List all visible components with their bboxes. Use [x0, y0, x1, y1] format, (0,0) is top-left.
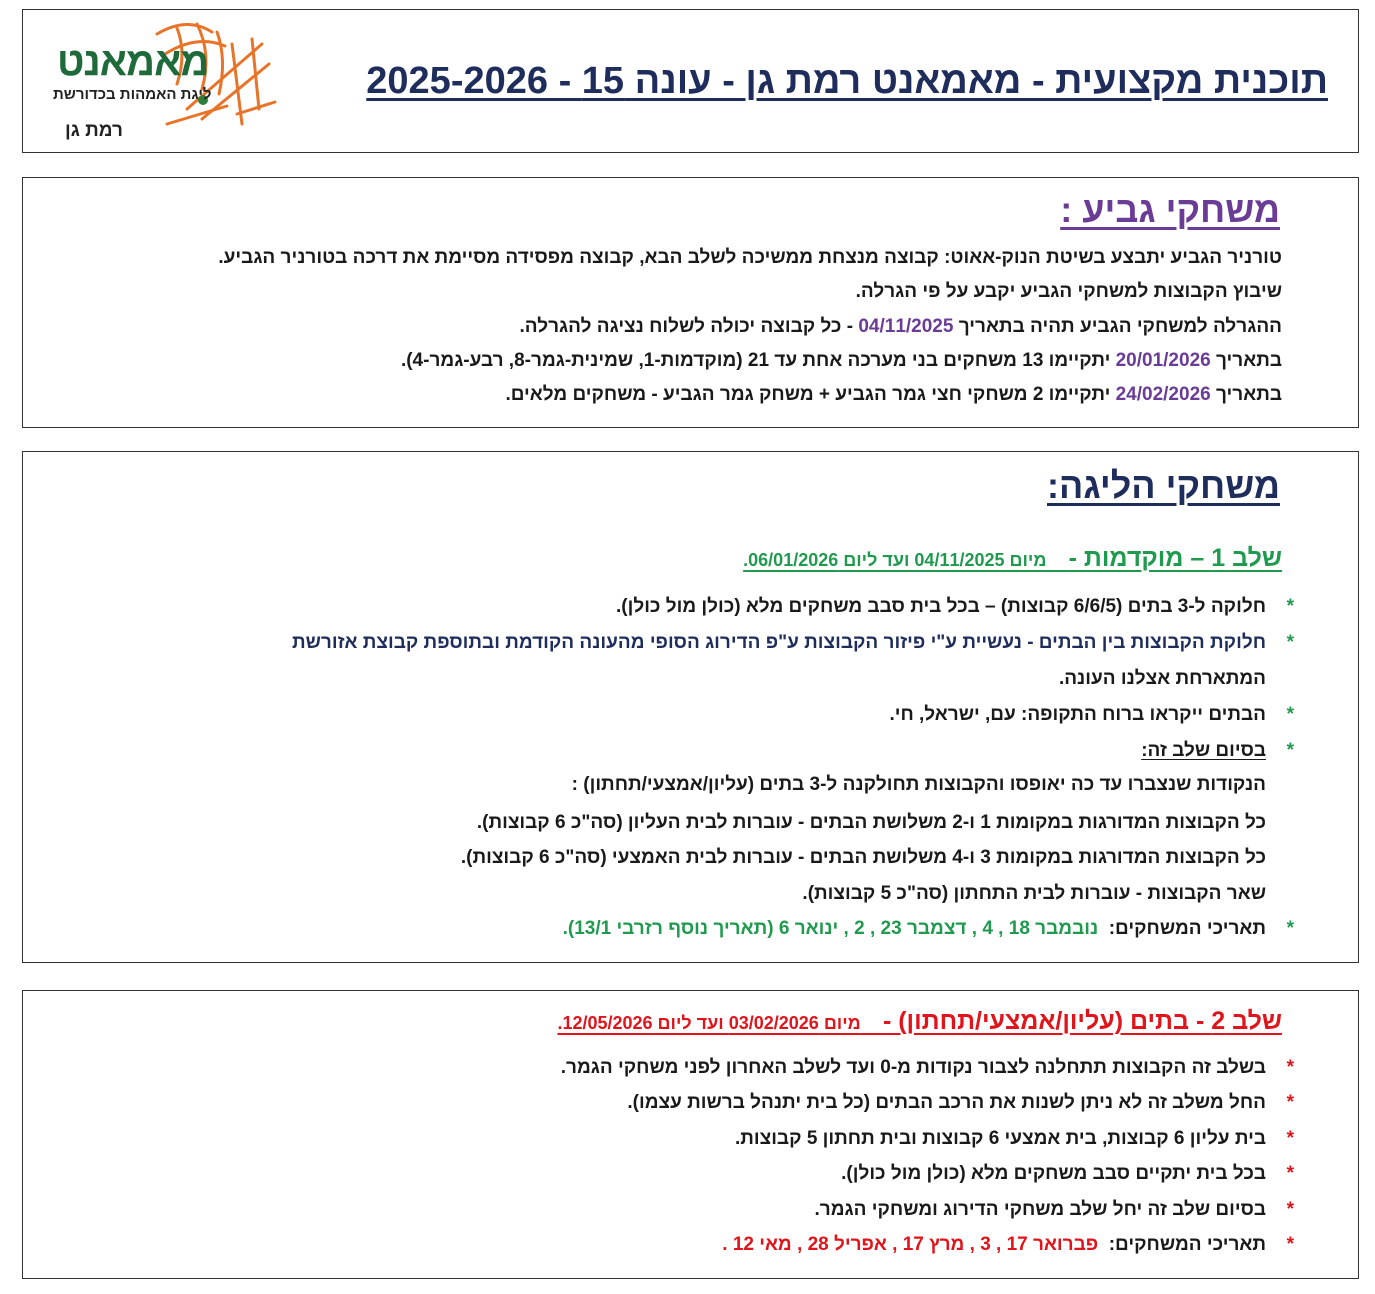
stage1-bullet-2 — [291, 632, 1294, 654]
stage2-bullet-4-text: בכל בית יתקיים סבב משחקים מלא (כולן מול כולן). — [841, 1163, 1266, 1184]
bullet-star-icon: * — [1286, 596, 1294, 617]
stage2-bullet-5-text: בסיום שלב זה יחל שלב משחקי הדירוג ומשחקי הגמר. — [814, 1199, 1266, 1220]
header-box — [22, 9, 1359, 153]
stage1-bullet-2-text: חלוקת הקבוצות בין הבתים - נעשיית ע"י פיזור הקבוצות ע"פ הדירוג הסופי מהעונה הקודמת ובתוספת קבוצת אזורשת — [291, 632, 1266, 653]
cup-line-4-pre: בתאריך — [1215, 350, 1282, 371]
stage2-title: שלב 2 - בתים (עליון/אמצעי/תחתון) - — [882, 1007, 1282, 1035]
stage1-range: מיום 04/11/2025 ועד ליום 06/01/2026. — [743, 550, 1047, 570]
stage1-bullet-2-cont-text: המתארחת אצלנו העונה. — [1058, 668, 1266, 689]
bullet-star-icon: * — [1286, 1057, 1294, 1078]
cup-line-3 — [520, 316, 1283, 338]
stage1-sub-1: הנקודות שנצברו עד כה יאופסו והקבוצות תחולקנה ל-3 בתים (עליון/אמצעי/תחתון) : — [571, 774, 1266, 795]
stage1-heading — [743, 544, 1282, 573]
league-section — [22, 451, 1359, 963]
stage2-bullet-3-text: בית עליון 6 קבוצות, בית אמצעי 6 קבוצות ובית תחתון 5 קבוצות. — [734, 1128, 1266, 1149]
stage2-bullet-2 — [627, 1092, 1294, 1114]
stage1-title: שלב 1 – מוקדמות - — [1068, 544, 1282, 572]
stage2-heading — [557, 1007, 1282, 1036]
stage1-bullet-1 — [616, 596, 1294, 618]
cup-line-4-post: יתקיימו 13 משחקים בני מערכה אחת עד 21 (מוקדמות-1, שמינית-גמר-8, רבע-גמר-4). — [400, 350, 1111, 371]
bullet-star-icon: * — [1286, 1163, 1294, 1184]
stage1-bullet-1-text: חלוקה ל-3 בתים (6/6/5 קבוצות) – בכל בית סבב משחקים מלא (כולן מול כולן). — [616, 596, 1266, 617]
stage2-bullet-3 — [734, 1128, 1294, 1150]
stage2-bullet-1 — [560, 1057, 1294, 1079]
page-title: תוכנית מקצועית - מאמאנט רמת גן - עונה 15 - 2025-2026 — [366, 60, 1328, 102]
stage2-bullet-1-text: בשלב זה הקבוצות תתחלנה לצבור נקודות מ-0 ועד לשלב האחרון לפני משחקי הגמר. — [560, 1057, 1266, 1078]
cup-line-5-post: יתקיימו 2 משחקי חצי גמר הגביע + משחק גמר הגביע - משחקים מלאים. — [505, 384, 1111, 405]
stage2-bullet-2-text: החל משלב זה לא ניתן לשנות את הרכב הבתים (כל בית יתנהל ברשות עצמו). — [627, 1092, 1266, 1113]
cup-line-5-pre: בתאריך — [1215, 384, 1282, 405]
stage2-range: מיום 03/02/2026 ועד ליום 12/05/2026. — [557, 1013, 861, 1033]
stage1-bullet-3 — [889, 704, 1294, 726]
cup-title: משחקי גביע : — [1060, 189, 1280, 230]
stage1-bullet-4 — [1141, 740, 1294, 762]
stage2-section — [22, 990, 1359, 1279]
stage1-sub-4: שאר הקבוצות - עוברות לבית התחתון (סה"כ 5 קבוצות). — [802, 883, 1266, 904]
mamanet-logo — [37, 14, 277, 150]
stage2-dates — [722, 1234, 1294, 1256]
stage1-bullet-4-text: בסיום שלב זה: — [1141, 740, 1266, 761]
cup-line-2: שיבוץ הקבוצות למשחקי הגביע יקבע על פי הגרלה. — [855, 281, 1282, 302]
bullet-star-icon: * — [1286, 1128, 1294, 1149]
bullet-star-icon: * — [1286, 704, 1294, 725]
stage1-dates-label: תאריכי המשחקים: — [1108, 918, 1266, 939]
stage1-dates-value: נובמבר 18 , 4 , דצמבר 23 , 2 , ינואר 6 (תאריך נוסף רזרבי 13/1). — [562, 918, 1099, 939]
cup-line-1: טורניר הגביע יתבצע בשיטת הנוק-אאוט: קבוצה מנצחת ממשיכה לשלב הבא, קבוצה מפסידה מסיימת את דרכה בטורניר הגביע. — [218, 247, 1282, 268]
cup-line-3-post: - כל קבוצה יכולה לשלוח נציגה להגרלה. — [519, 316, 854, 337]
cup-line-3-pre: ההגרלה למשחקי הגביע תהיה בתאריך — [958, 316, 1282, 337]
stage1-bullet-3-text: הבתים ייקראו ברוח התקופה: עם, ישראל, חי. — [889, 704, 1266, 725]
stage2-dates-value: פברואר 17 , 3 , מרץ 17 , אפריל 28 , מאי 12 . — [722, 1234, 1099, 1255]
bullet-star-icon: * — [1286, 740, 1294, 761]
bullet-star-icon: * — [1286, 1234, 1294, 1255]
bullet-star-icon: * — [1286, 632, 1294, 653]
stage1-dates — [562, 918, 1294, 940]
bullet-star-icon: * — [1286, 1199, 1294, 1220]
logo-city: רמת גן — [65, 120, 123, 141]
stage2-bullet-4 — [841, 1163, 1294, 1185]
stage2-bullet-5 — [814, 1199, 1294, 1221]
logo-name: מאמאנט — [57, 40, 209, 84]
stage2-dates-label: תאריכי המשחקים: — [1108, 1234, 1266, 1255]
league-title: משחקי הליגה: — [1047, 465, 1280, 506]
cup-section — [22, 177, 1359, 428]
logo-subtitle: ליגת האמהות בכדורשת — [53, 86, 212, 103]
stage1-bullet-2-cont — [1059, 668, 1266, 690]
bullet-star-icon: * — [1286, 1092, 1294, 1113]
stage1-sub-2: כל הקבוצות המדורגות במקומות 1 ו-2 משלושת הבתים - עוברות לבית העליון (סה"כ 6 קבוצות). — [476, 812, 1266, 833]
cup-round-date: 20/01/2026 — [1115, 350, 1211, 371]
cup-line-4 — [401, 350, 1282, 372]
cup-final-date: 24/02/2026 — [1115, 384, 1211, 405]
cup-line-5 — [505, 384, 1282, 406]
bullet-star-icon: * — [1286, 918, 1294, 939]
cup-draw-date: 04/11/2025 — [858, 316, 954, 337]
stage1-sub-3: כל הקבוצות המדורגות במקומות 3 ו-4 משלושת הבתים - עוברות לבית האמצעי (סה"כ 6 קבוצות). — [460, 847, 1266, 868]
